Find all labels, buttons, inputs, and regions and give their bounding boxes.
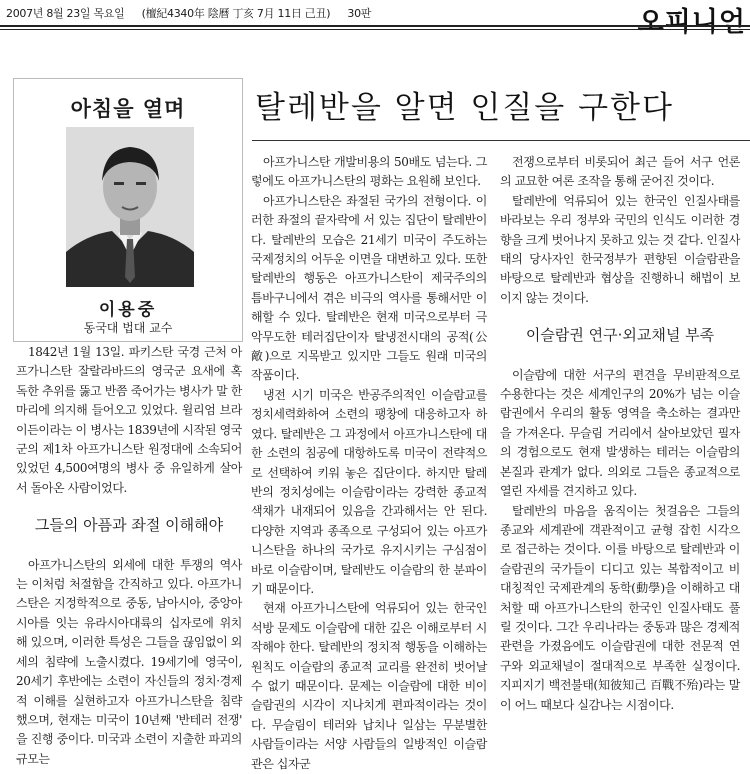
article-column-3: [500, 153, 740, 715]
article-headline: 탈레반을 알면 인질을 구한다: [255, 90, 674, 126]
paragraph: 탈레반의 마음을 움직이는 첫걸음은 그들의 종교와 세계관에 객관적이고 균형 잡힌 시각으로 접근하는 것이다. 이를 바탕으로 탈레반과 이슬람권의 국가들이 디디고 있는 복합적이고 비대칭적인 국제관계의 동학(動學)을 이해하고 대처할 때 아프가니스탄의 한국인 인질사태도 풀릴 것이다. 그간 우리나라는 중동과 많은 경제적 관련을 가졌음에도 이슬람권에 대한 전문적 연구와 외교채널이 절대적으로 부족한 실정이다. 지피지기 백전불태(知彼知己 百戰不殆)라는 말이 어느 때보다 실감나는 시점이다.: [500, 503, 740, 712]
paragraph: 전쟁으로부터 비롯되어 최근 들어 서구 언론의 교묘한 여론 조작을 통해 굳어진 것이다.: [500, 155, 740, 189]
paragraph: 탈레반에 억류되어 있는 한국인 인질사태를 바라보는 우리 정부와 국민의 인식도 이러한 경향을 크게 벗어나지 못하고 있는 것 같다. 인질사태의 당사자인 한국정부가 편향된 이슬람관을 바탕으로 탈레반과 협상을 진행하니 해법이 보이지 않는 것이다.: [500, 193, 740, 305]
author-name: 이용중: [98, 300, 158, 320]
article-column-2: [251, 153, 487, 774]
paragraph: 이슬람에 대한 서구의 편견을 무비판적으로 수용한다는 것은 세계인구의 20%가 넘는 이슬람권에서 우리의 활동 영역을 축소하는 결과만을 가져온다. 무슬림 거리에서 살아보았던 필자의 경험으로도 현재 발생하는 테러는 이슬람의 본질과 관계가 없다. 의외로 그들은 종교적으로 열린 자세를 견지하고 있다.: [500, 367, 740, 499]
paragraph: 1842년 1월 13일. 파키스탄 국경 근처 아프가니스탄 잘랄라바드의 영국군 요새에 혹독한 추위를 뚫고 반쯤 죽어가는 병사가 말 한 마리에 의지해 들어오고 있었다. 윌리엄 브라이든이라는 이 병사는 1839년에 시작된 영국군의 제1차 아프가니스탄 원정대에 소속되어 있었던 4,500여명의 병사 중 유일하게 살아서 돌아온 사람이었다.: [16, 345, 242, 495]
article-column-1: [16, 343, 242, 769]
author-portrait-image: [66, 127, 194, 287]
section-title: 오피니언: [637, 7, 746, 38]
paragraph: 냉전 시기 미국은 반공주의적인 이슬람교를 정치세력화하여 소련의 팽창에 대응하고자 하였다. 탈레반은 그 과정에서 아프가니스탄에 대한 소련의 침공에 대항하도록 미국이 전략적으로 선택하여 키워 놓은 집단이다. 하지만 탈레반의 정치성에는 이슬람이라는 강력한 종교적 색채가 내재되어 있음을 간과해서는 안 된다. 다양한 지역과 종족으로 구성되어 있는 아프가니스탄을 하나의 국가로 유지시키는 구심점이 바로 이슬람이며, 탈레반도 이슬람의 한 분파이기 때문이다.: [251, 387, 487, 596]
top-rule: [0, 25, 750, 27]
paragraph: 아프가니스탄은 좌절된 국가의 전형이다. 이러한 좌절의 끝자락에 서 있는 집단이 탈레반이다. 탈레반의 모습은 21세기 미국이 주도하는 국제정치의 어두운 이면을 대변하고 있다. 또한 탈레반의 행동은 아프가니스탄이 제국주의의 틈바구니에서 겪은 비극의 역사를 통해서만 이해할 수 있다. 탈레반은 현재 미국으로부터 극악무도한 테러집단이자 탈냉전시대의 공적(公敵)으로 지목받고 있지만 그들도 원래 미국의 작품이다.: [251, 193, 487, 383]
author-affiliation: 동국대 법대 교수: [83, 321, 173, 335]
paragraph: 아프가니스탄 개발비용의 50배도 넘는다. 그렇에도 아프가니스탄의 평화는 요원해 보인다.: [251, 155, 487, 189]
subheading: 이슬람권 연구·외교채널 부족: [525, 326, 715, 345]
paragraph: 아프가니스탄의 외세에 대한 투쟁의 역사는 이처럼 처절함을 간직하고 있다. 아프가니스탄은 지정학적으로 중동, 남아시아, 중앙아시아를 잇는 유라시아대륙의 십자로에 위치해 있으며, 이러한 특성은 그들을 끊임없이 외세의 침략에 노출시켰다. 19세기에 영국이, 20세기 후반에는 소련이 자신들의 정치·경제적 이해를 실현하고자 아프가니스탄을 침략했으며, 현재는 미국이 10년째 '반테러 전쟁' 을 진행 중이다. 미국과 소련이 지출한 파괴의 규모는: [16, 557, 242, 766]
edition-label: 30판: [347, 7, 372, 20]
headline-rule: [252, 140, 750, 141]
top-rule-thin: [0, 29, 750, 30]
dangun-date: (檀紀4340年 陰曆 丁亥 7月 11日 己丑): [141, 7, 331, 20]
issue-date: 2007년 8월 23일 목요일: [6, 7, 125, 20]
column-box: [13, 78, 243, 342]
subheading: 그들의 아픔과 좌절 이해해야: [34, 516, 224, 535]
column-name: 아침을 열며: [70, 97, 186, 121]
paragraph: 현재 아프가니스탄에 억류되어 있는 한국인 석방 문제도 이슬람에 대한 깊은 이해로부터 시작해야 한다. 탈레반의 정치적 행동을 이해하는 원칙도 이슬람의 종교적 교리를 완전히 벗어날 수 없기 때문이다. 문제는 이슬람에 대한 비이슬람권의 시각이 지나치게 편파적이라는 것이다. 무슬림이 테러와 납치나 일삼는 무분별한 사람들이라는 서양 사람들의 일방적인 이슬람관은 십자군: [251, 601, 487, 771]
masthead-line: [6, 5, 385, 21]
author-photo: [66, 127, 194, 287]
